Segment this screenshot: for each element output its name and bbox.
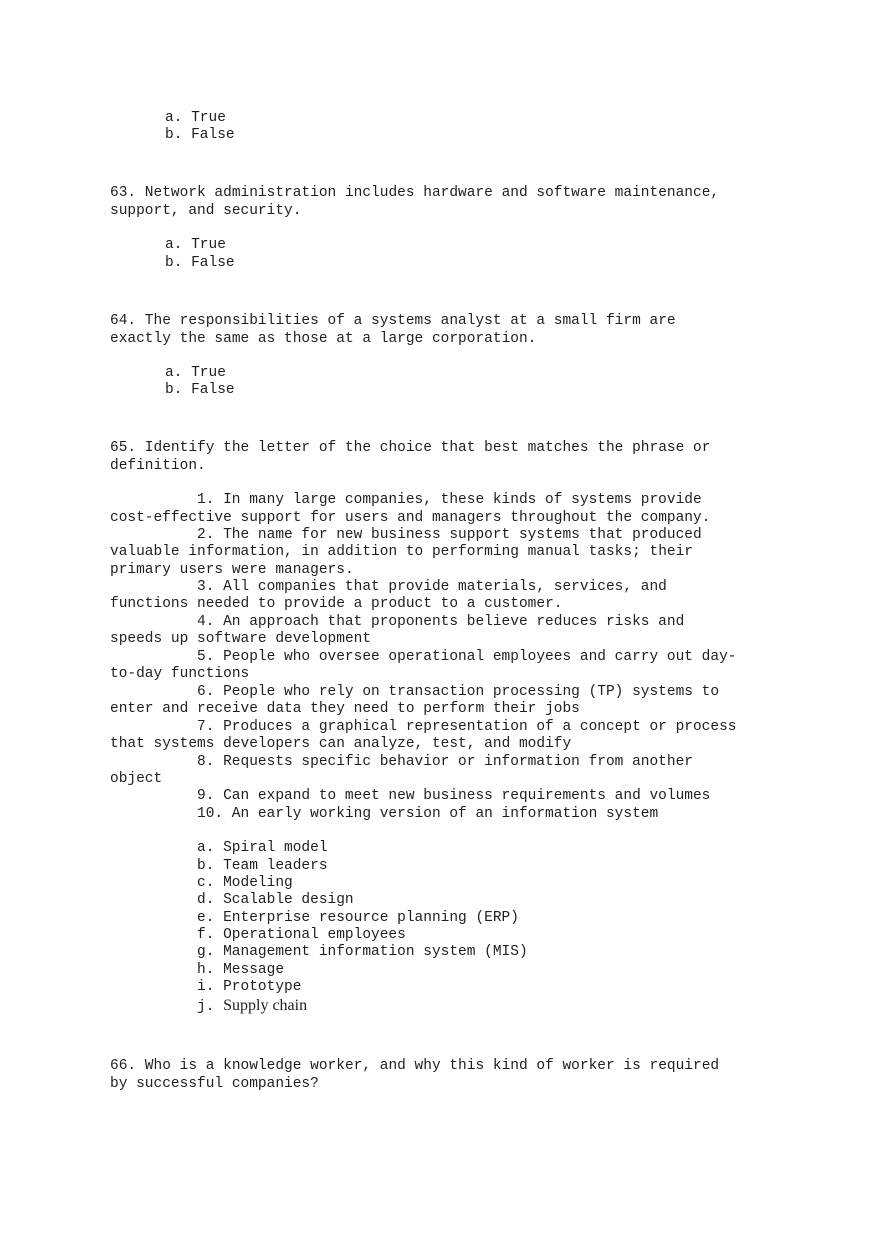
q65-choice-h: h. Message xyxy=(197,962,285,978)
q65-choice-b: b. Team leaders xyxy=(197,858,328,874)
q65-item-5-cont: to-day functions xyxy=(110,666,250,682)
q65-item-6-cont: enter and receive data they need to perform their jobs xyxy=(110,701,580,717)
q65-item-7: 7. Produces a graphical representation of a concept or process xyxy=(197,719,737,735)
q65-item-10: 10. An early working version of an information system xyxy=(197,806,659,822)
q65-choice-j-text: Supply chain xyxy=(223,997,308,1014)
q65-choice-e: e. Enterprise resource planning (ERP) xyxy=(197,910,519,926)
q63-text-line-2: support, and security. xyxy=(110,203,302,219)
q65-choice-d: d. Scalable design xyxy=(197,892,354,908)
q63-option-a: a. True xyxy=(165,237,226,253)
q65-item-3: 3. All companies that provide materials, services, and xyxy=(197,579,667,595)
q65-choice-c: c. Modeling xyxy=(197,875,293,891)
q65-choice-g: g. Management information system (MIS) xyxy=(197,944,528,960)
q62-option-b: b. False xyxy=(165,127,235,143)
q65-text-line-2: definition. xyxy=(110,458,206,474)
q65-item-5: 5. People who oversee operational employees and carry out day- xyxy=(197,649,737,665)
q65-item-6: 6. People who rely on transaction processing (TP) systems to xyxy=(197,684,720,700)
q65-item-7-cont: that systems developers can analyze, test, and modify xyxy=(110,736,572,752)
q65-item-9: 9. Can expand to meet new business requirements and volumes xyxy=(197,788,711,804)
q65-item-1-cont: cost-effective support for users and managers throughout the company. xyxy=(110,510,711,526)
q65-choice-j xyxy=(197,997,307,1017)
q65-choice-i: i. Prototype xyxy=(197,979,302,995)
q62-option-a: a. True xyxy=(165,110,226,126)
q64-option-a: a. True xyxy=(165,365,226,381)
q64-text-line-2: exactly the same as those at a large corporation. xyxy=(110,331,537,347)
q65-choice-j-letter: j. xyxy=(197,999,215,1015)
q65-item-2-cont-2: primary users were managers. xyxy=(110,562,354,578)
q63-text-line-1: 63. Network administration includes hardware and software maintenance, xyxy=(110,185,720,201)
q66-text-line-2: by successful companies? xyxy=(110,1076,319,1092)
q64-text-line-1: 64. The responsibilities of a systems analyst at a small firm are xyxy=(110,313,676,329)
q65-item-3-cont: functions needed to provide a product to a customer. xyxy=(110,596,563,612)
q65-item-4: 4. An approach that proponents believe reduces risks and xyxy=(197,614,685,630)
q65-item-2-cont-1: valuable information, in addition to performing manual tasks; their xyxy=(110,544,693,560)
q65-item-8: 8. Requests specific behavior or information from another xyxy=(197,754,693,770)
q66-text-line-1: 66. Who is a knowledge worker, and why this kind of worker is required xyxy=(110,1058,720,1074)
q65-choice-f: f. Operational employees xyxy=(197,927,406,943)
q65-item-4-cont: speeds up software development xyxy=(110,631,372,647)
q65-item-2: 2. The name for new business support systems that produced xyxy=(197,527,702,543)
q65-choice-a: a. Spiral model xyxy=(197,840,328,856)
q64-option-b: b. False xyxy=(165,382,235,398)
q65-item-8-cont: object xyxy=(110,771,163,787)
q65-text-line-1: 65. Identify the letter of the choice that best matches the phrase or xyxy=(110,440,711,456)
q65-item-1: 1. In many large companies, these kinds of systems provide xyxy=(197,492,702,508)
q63-option-b: b. False xyxy=(165,255,235,271)
